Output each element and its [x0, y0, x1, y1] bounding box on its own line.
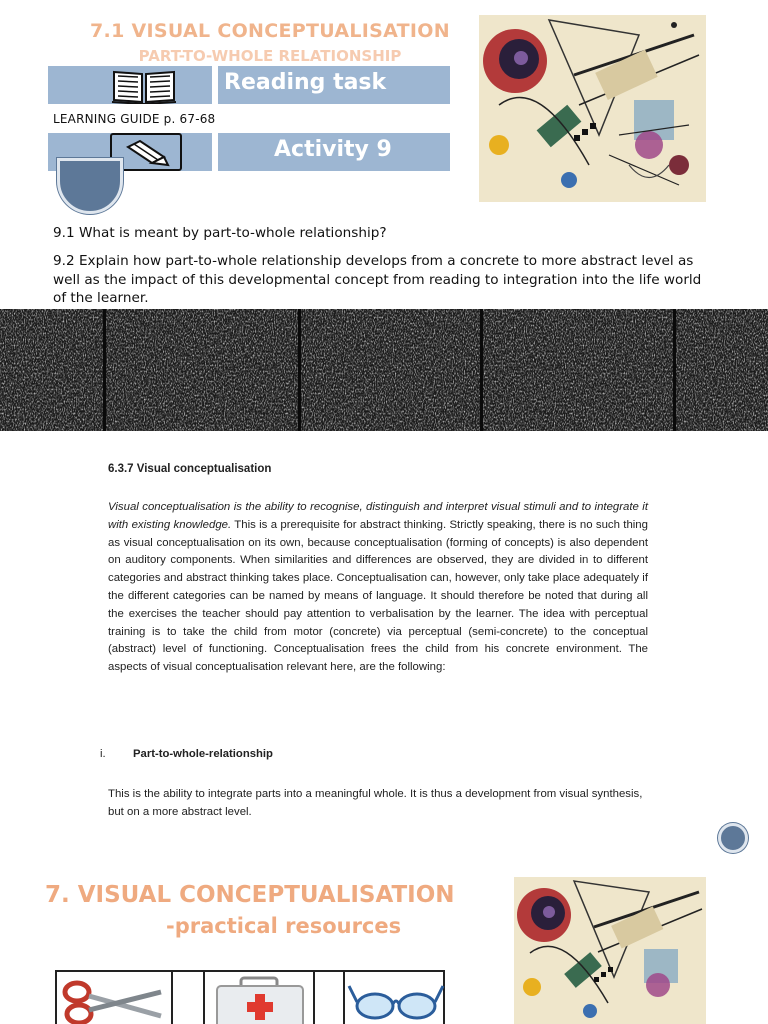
- document-heading: 6.3.7 Visual conceptualisation: [108, 463, 272, 475]
- decorative-circle: [57, 158, 123, 214]
- slide-title: 7.1 VISUAL CONCEPTUALISATION: [90, 20, 450, 42]
- question-9-2: 9.2 Explain how part-to-whole relationship develops from a concrete to more abstract level as well as the impact of this developmental concept from reading to integration into the life world of the learner.: [53, 253, 702, 306]
- abstract-painting-image: [479, 15, 706, 202]
- document-paragraph: [108, 499, 648, 677]
- list-item-label: Part-to-whole-relationship: [133, 748, 273, 760]
- activity-label: Activity 9: [274, 137, 392, 162]
- paragraph-body: This is a prerequisite for abstract thinking. Strictly speaking, there is no such thing as visual conceptualisation on its own, because conceptualisation (forming of concepts) is also dependent on auditory components. When similarities and differences are observed, they are divided in to different categories and abstract thinking takes place. Conceptualisation can, however, only take place adequately if the different categories can be named by means of language. It should therefore be noted that during all the exercises the teacher should pay attention to verbalisation by the learner. The idea with perceptual training is to take the child from motor (concrete) via perceptual (semi-concrete) to the conceptual (abstract) level of functioning. Conceptualisation frees the child from his concrete environment. The aspects of visual conceptualisation relevant here, are the following:: [108, 518, 648, 674]
- scissors-icon: [57, 972, 173, 1024]
- list-item-number: i.: [100, 748, 106, 760]
- section-subtitle: -practical resources: [166, 914, 402, 938]
- learning-guide-reference: LEARNING GUIDE p. 67-68: [53, 112, 216, 126]
- list-item: [100, 748, 640, 760]
- section-title: 7. VISUAL CONCEPTUALISATION: [45, 882, 455, 908]
- scan-noise-band: [0, 309, 768, 431]
- slide-subtitle: PART-TO-WHOLE RELATIONSHIP: [138, 47, 402, 65]
- reading-task-label: Reading task: [224, 70, 387, 95]
- decorative-circle-2: [718, 823, 748, 853]
- first-aid-kit-icon: [203, 972, 315, 1024]
- definition-text: Visual conceptualisation is the ability to recognise, distinguish and interpret visual stimuli and to integrate it with existing knowledge.: [108, 501, 648, 531]
- abstract-painting-image-2: [514, 877, 706, 1024]
- question-9-1: 9.1 What is meant by part-to-whole relationship?: [53, 225, 387, 241]
- open-book-icon: [110, 66, 178, 104]
- resource-images-strip: [55, 970, 445, 1024]
- glasses-icon: [343, 972, 447, 1024]
- document-paragraph-2: This is the ability to integrate parts into a meaningful whole. It is thus a development from visual synthesis, but on a more abstract level.: [108, 788, 643, 818]
- reading-task-band: [48, 66, 450, 104]
